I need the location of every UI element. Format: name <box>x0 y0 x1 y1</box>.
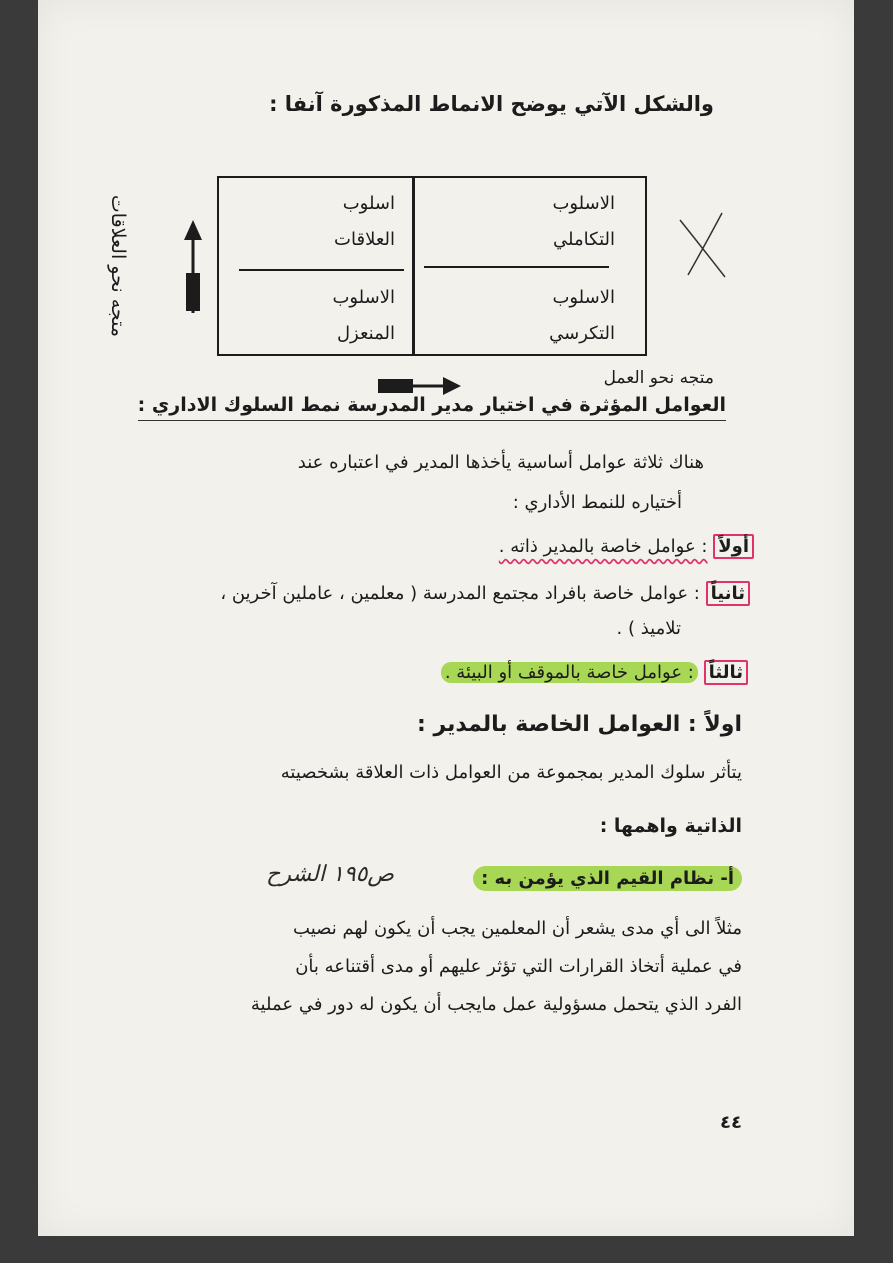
item-third-label: ثالثاً <box>704 660 748 685</box>
item-first-label: أولاً <box>713 534 754 559</box>
item-third <box>441 662 748 683</box>
styles-grid <box>217 176 647 356</box>
item-second-continued: تلاميذ ) . <box>616 618 681 639</box>
para1-line1: هناك ثلاثة عوامل أساسية يأخذها المدير في اعتباره عند <box>297 452 704 473</box>
para2-line1: يتأثر سلوك المدير بمجموعة من العوامل ذات العلاقة بشخصيته <box>280 762 742 783</box>
cell-top-left: اسلوب العلاقات <box>334 193 395 250</box>
subsection-title: اولاً : العوامل الخاصة بالمدير : <box>416 712 742 737</box>
item-second-text: : عوامل خاصة بافراد مجتمع المدرسة ( معلمين ، عاملين آخرين ، <box>220 583 700 604</box>
cell-bottom-right: الاسلوب التكرسي <box>549 287 615 344</box>
point-a: أ- نظام القيم الذي يؤمن به : <box>473 866 742 891</box>
intro-line: والشكل الآتي يوضح الانماط المذكورة آنفا : <box>269 92 714 116</box>
up-arrow-icon <box>180 218 206 318</box>
section-title: العوامل المؤثرة في اختيار مدير المدرسة نمط السلوك الاداري : <box>138 394 726 421</box>
para3-line2: في عملية أتخاذ القرارات التي تؤثر عليهم أو مدى أقتناعه بأن <box>295 956 742 977</box>
para3-line3: الفرد الذي يتحمل مسؤولية عمل مايجب أن يكون له دور في عملية <box>250 994 742 1015</box>
para2-line2: الذاتية واهمها : <box>599 815 742 837</box>
cell-bottom-left: الاسلوب المنعزل <box>332 287 395 344</box>
item-second <box>220 583 750 604</box>
item-first-text: : عوامل خاصة بالمدير ذاته . <box>498 536 708 557</box>
item-second-label: ثانياً <box>706 581 750 606</box>
item-third-text: : عوامل خاصة بالموقف أو البيئة . <box>441 662 698 683</box>
cell-top-right: الاسلوب التكاملي <box>552 193 615 250</box>
horizontal-axis-label: متجه نحو العمل <box>603 368 714 388</box>
grid-horizontal-divider-left <box>239 269 404 271</box>
grid-horizontal-divider-right <box>424 266 609 268</box>
handwritten-note: ص١٩٥ الشرح <box>266 862 394 887</box>
document-page <box>38 0 854 1236</box>
vertical-axis-label: متجه نحو العلاقات <box>107 194 129 338</box>
para3-line1: مثلاً الى أي مدى يشعر أن المعلمين يجب أن يكون لهم نصيب <box>293 918 742 939</box>
page-number: ٤٤ <box>720 1112 742 1133</box>
handwritten-x-mark <box>670 205 730 285</box>
para1-line2: أختياره للنمط الأداري : <box>512 492 682 513</box>
item-first <box>499 536 754 557</box>
grid-vertical-divider <box>412 178 415 354</box>
